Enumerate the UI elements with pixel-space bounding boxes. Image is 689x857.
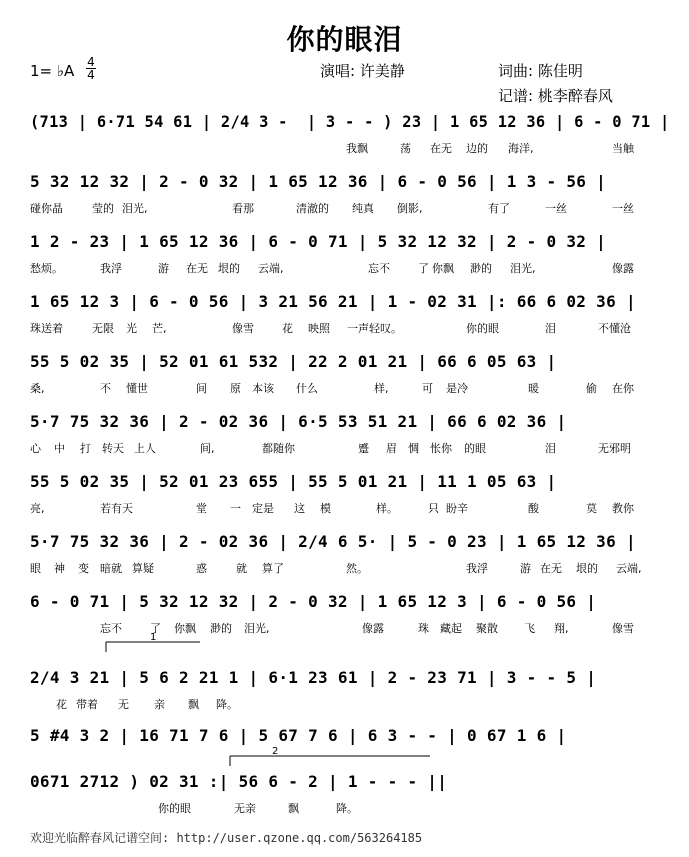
- notation-row: 5·7 75 32 36 | 2 - 02 36 | 2/4 6 5· | 5 - 0 23 | 1 65 12 36 |: [30, 532, 636, 551]
- lyric-word: 倒影,: [397, 202, 423, 215]
- footer-link-text: 欢迎光临醉春风记谱空间: http://user.qzone.qq.com/563264185: [30, 831, 423, 845]
- lyric-word: 碰你晶: [30, 202, 63, 215]
- lyric-word: 无邪明: [598, 442, 631, 455]
- lyric-word: 神: [54, 562, 65, 575]
- lyric-word: 眼: [30, 562, 41, 575]
- lyric-word: 飞: [524, 622, 535, 635]
- lyric-word: 像雪: [612, 622, 634, 635]
- lyric-word: 算了: [262, 562, 284, 575]
- lyric-word: 珠: [418, 622, 429, 635]
- lyric-word: 边的: [466, 142, 488, 155]
- lyric-word: 一: [230, 502, 241, 515]
- lyric-word: 都随你: [262, 442, 295, 455]
- lyric-word: 定是: [252, 502, 274, 515]
- notation-row: 55 5 02 35 | 52 01 23 655 | 55 5 01 21 | 11 1 05 63 |: [30, 472, 557, 491]
- lyric-word: 了: [418, 262, 429, 275]
- lyric-word: 亲: [154, 698, 165, 711]
- lyric-word: 忘不: [100, 622, 122, 635]
- lyric-word: 花: [56, 698, 67, 711]
- lyric-word: 在无: [540, 562, 562, 575]
- lyric-word: 莫: [586, 502, 597, 515]
- lyric-word: 莹的: [92, 202, 114, 215]
- lyric-word: 心: [30, 442, 41, 455]
- lyric-word: 酸: [528, 502, 539, 515]
- lyric-word: 然。: [346, 562, 368, 575]
- lyric-word: 花: [282, 322, 293, 335]
- lyric-word: 本该: [252, 382, 274, 395]
- lyric-word: 我浮: [100, 262, 122, 275]
- lyric-word: 在你: [612, 382, 634, 395]
- lyric-word: 降。: [216, 698, 238, 711]
- lyric-word: 泪光,: [244, 622, 270, 635]
- lyric-word: 转天: [102, 442, 124, 455]
- lyric-word: 有了: [488, 202, 510, 215]
- lyric-word: 纯真: [352, 202, 374, 215]
- lyric-word: 带着: [76, 698, 98, 711]
- lyric-word: 样,: [374, 382, 389, 395]
- lyric-word: 不: [100, 382, 111, 395]
- time-signature-bottom: 4: [87, 68, 95, 82]
- lyric-word: 游: [520, 562, 531, 575]
- lyric-word: 无: [118, 698, 129, 711]
- lyric-word: 清澈的: [296, 202, 329, 215]
- lyric-word: 桑,: [30, 382, 45, 395]
- lyric-word: 渺的: [470, 262, 492, 275]
- lyric-word: 海洋,: [508, 142, 534, 155]
- lyric-word: 在无: [430, 142, 452, 155]
- lyric-word: 偷: [586, 382, 597, 395]
- lyric-word: 一丝: [612, 202, 634, 215]
- notation-row: 1 65 12 3 | 6 - 0 56 | 3 21 56 21 | 1 - 02 31 |: 66 6 02 36 |: [30, 292, 636, 311]
- lyric-word: 可: [422, 382, 433, 395]
- lyric-word: 算疑: [132, 562, 154, 575]
- lyric-word: 暖: [528, 382, 539, 395]
- time-signature: [86, 56, 96, 81]
- lyric-word: 你的眼: [466, 322, 499, 335]
- composer-credit: 词曲: 陈佳明: [498, 62, 583, 80]
- lyric-word: 芒,: [152, 322, 167, 335]
- volta-1-label: 1: [150, 632, 157, 643]
- notation-row: 6 - 0 71 | 5 32 12 32 | 2 - 0 32 | 1 65 12 3 | 6 - 0 56 |: [30, 592, 597, 611]
- lyric-word: 荡: [400, 142, 411, 155]
- lyric-word: 上人: [134, 442, 156, 455]
- lyric-word: 的眼: [464, 442, 486, 455]
- lyric-word: 翔,: [554, 622, 569, 635]
- lyric-word: 我浮: [466, 562, 488, 575]
- lyric-word: 懂世: [126, 382, 148, 395]
- notation-row: 1 2 - 23 | 1 65 12 36 | 6 - 0 71 | 5 32 12 32 | 2 - 0 32 |: [30, 232, 607, 251]
- lyric-word: 模: [320, 502, 331, 515]
- song-title: 你的眼泪: [286, 23, 403, 56]
- lyric-word: 垠的: [218, 262, 240, 275]
- lyric-word: 亮,: [30, 502, 45, 515]
- lyric-word: 泪光,: [122, 202, 148, 215]
- lyric-word: 像雪: [232, 322, 254, 335]
- lyric-word: 云端,: [616, 562, 642, 575]
- transcriber-credit: 记谱: 桃李醉春风: [498, 87, 613, 105]
- lyric-word: 只: [428, 502, 439, 515]
- notation-row: 5 #4 3 2 | 16 71 7 6 | 5 67 7 6 | 6 3 - - | 0 67 1 6 |: [30, 726, 567, 745]
- time-signature-top: 4: [87, 55, 95, 69]
- lyric-word: 一声轻叹。: [347, 322, 402, 335]
- lyric-word: 中: [54, 442, 65, 455]
- notation-row: 2/4 3 21 | 5 6 2 21 1 | 6·1 23 61 | 2 - 23 71 | 3 - - 5 |: [30, 668, 597, 687]
- lyric-word: 映照: [308, 322, 330, 335]
- lyric-word: 教你: [612, 502, 634, 515]
- lyric-word: 惑: [196, 562, 207, 575]
- lyric-word: 当触: [612, 142, 634, 155]
- notation-row: 55 5 02 35 | 52 01 61 532 | 22 2 01 21 | 66 6 05 63 |: [30, 352, 557, 371]
- notation-row: (713 | 6·71 54 61 | 2/4 3 - | 3 - - ) 23 | 1 65 12 36 | 6 - 0 71 |: [30, 112, 670, 131]
- lyric-word: 珠送着: [30, 322, 63, 335]
- lyric-word: 飘: [188, 698, 199, 711]
- lyric-word: 盼辛: [446, 502, 468, 515]
- lyric-word: 堂: [196, 502, 207, 515]
- lyric-word: 我飘: [346, 142, 368, 155]
- volta-2: [230, 746, 430, 766]
- lyric-word: 看那: [232, 202, 254, 215]
- lyric-word: 惆: [408, 442, 419, 455]
- lyric-word: 在无: [186, 262, 208, 275]
- volta-2-label: 2: [272, 746, 279, 757]
- lyric-word: 就: [236, 562, 247, 575]
- lyric-word: 样。: [376, 502, 398, 515]
- lyric-word: 这: [294, 502, 305, 515]
- lyric-word: 泪光,: [510, 262, 536, 275]
- lyric-word: 什么: [296, 382, 318, 395]
- lyric-word: 了: [150, 622, 161, 635]
- lyric-word: 是冷: [446, 382, 468, 395]
- notation-row: 5·7 75 32 36 | 2 - 02 36 | 6·5 53 51 21 | 66 6 02 36 |: [30, 412, 567, 431]
- lyric-word: 光: [126, 322, 137, 335]
- lyric-word: 打: [80, 442, 91, 455]
- lyric-word: 愁烦。: [30, 262, 63, 275]
- lyric-word: 原: [230, 382, 241, 395]
- lyric-word: 变: [78, 562, 89, 575]
- notation-row: 5 32 12 32 | 2 - 0 32 | 1 65 12 36 | 6 - 0 56 | 1 3 - 56 |: [30, 172, 607, 191]
- lyric-word: 云端,: [258, 262, 284, 275]
- key-signature: 1= ♭A: [30, 62, 75, 80]
- lyric-word: 无亲: [234, 802, 256, 815]
- lyric-word: 无限: [92, 322, 114, 335]
- notation-row: 0671 2712 ) 02 31 :| 56 6 - 2 | 1 - - - ||: [30, 772, 448, 791]
- lyric-word: 怅你: [430, 442, 452, 455]
- lyric-word: 不懂沧: [598, 322, 631, 335]
- lyric-word: 你飘: [174, 622, 196, 635]
- performer-credit: 演唱: 许美静: [320, 62, 405, 80]
- lyric-word: 间: [196, 382, 207, 395]
- lyric-word: 若有天: [100, 502, 133, 515]
- lyric-word: 忘不: [368, 262, 390, 275]
- lyric-word: 间,: [200, 442, 215, 455]
- lyric-word: 泪: [545, 322, 556, 335]
- lyric-word: 像露: [612, 262, 634, 275]
- lyric-word: 你的眼: [158, 802, 191, 815]
- lyric-word: 暗就: [100, 562, 122, 575]
- lyric-word: 一丝: [545, 202, 567, 215]
- lyric-word: 游: [158, 262, 169, 275]
- lyric-word: 飘: [288, 802, 299, 815]
- lyric-word: 藏起: [440, 622, 462, 635]
- lyric-word: 蹙: [358, 442, 369, 455]
- lyric-word: 降。: [336, 802, 358, 815]
- lyric-word: 聚散: [476, 622, 498, 635]
- lyric-word: 像露: [362, 622, 384, 635]
- lyric-word: 渺的: [210, 622, 232, 635]
- lyric-word: 你飘: [432, 262, 454, 275]
- lyric-word: 垠的: [576, 562, 598, 575]
- lyric-word: 眉: [386, 442, 397, 455]
- lyric-word: 泪: [545, 442, 556, 455]
